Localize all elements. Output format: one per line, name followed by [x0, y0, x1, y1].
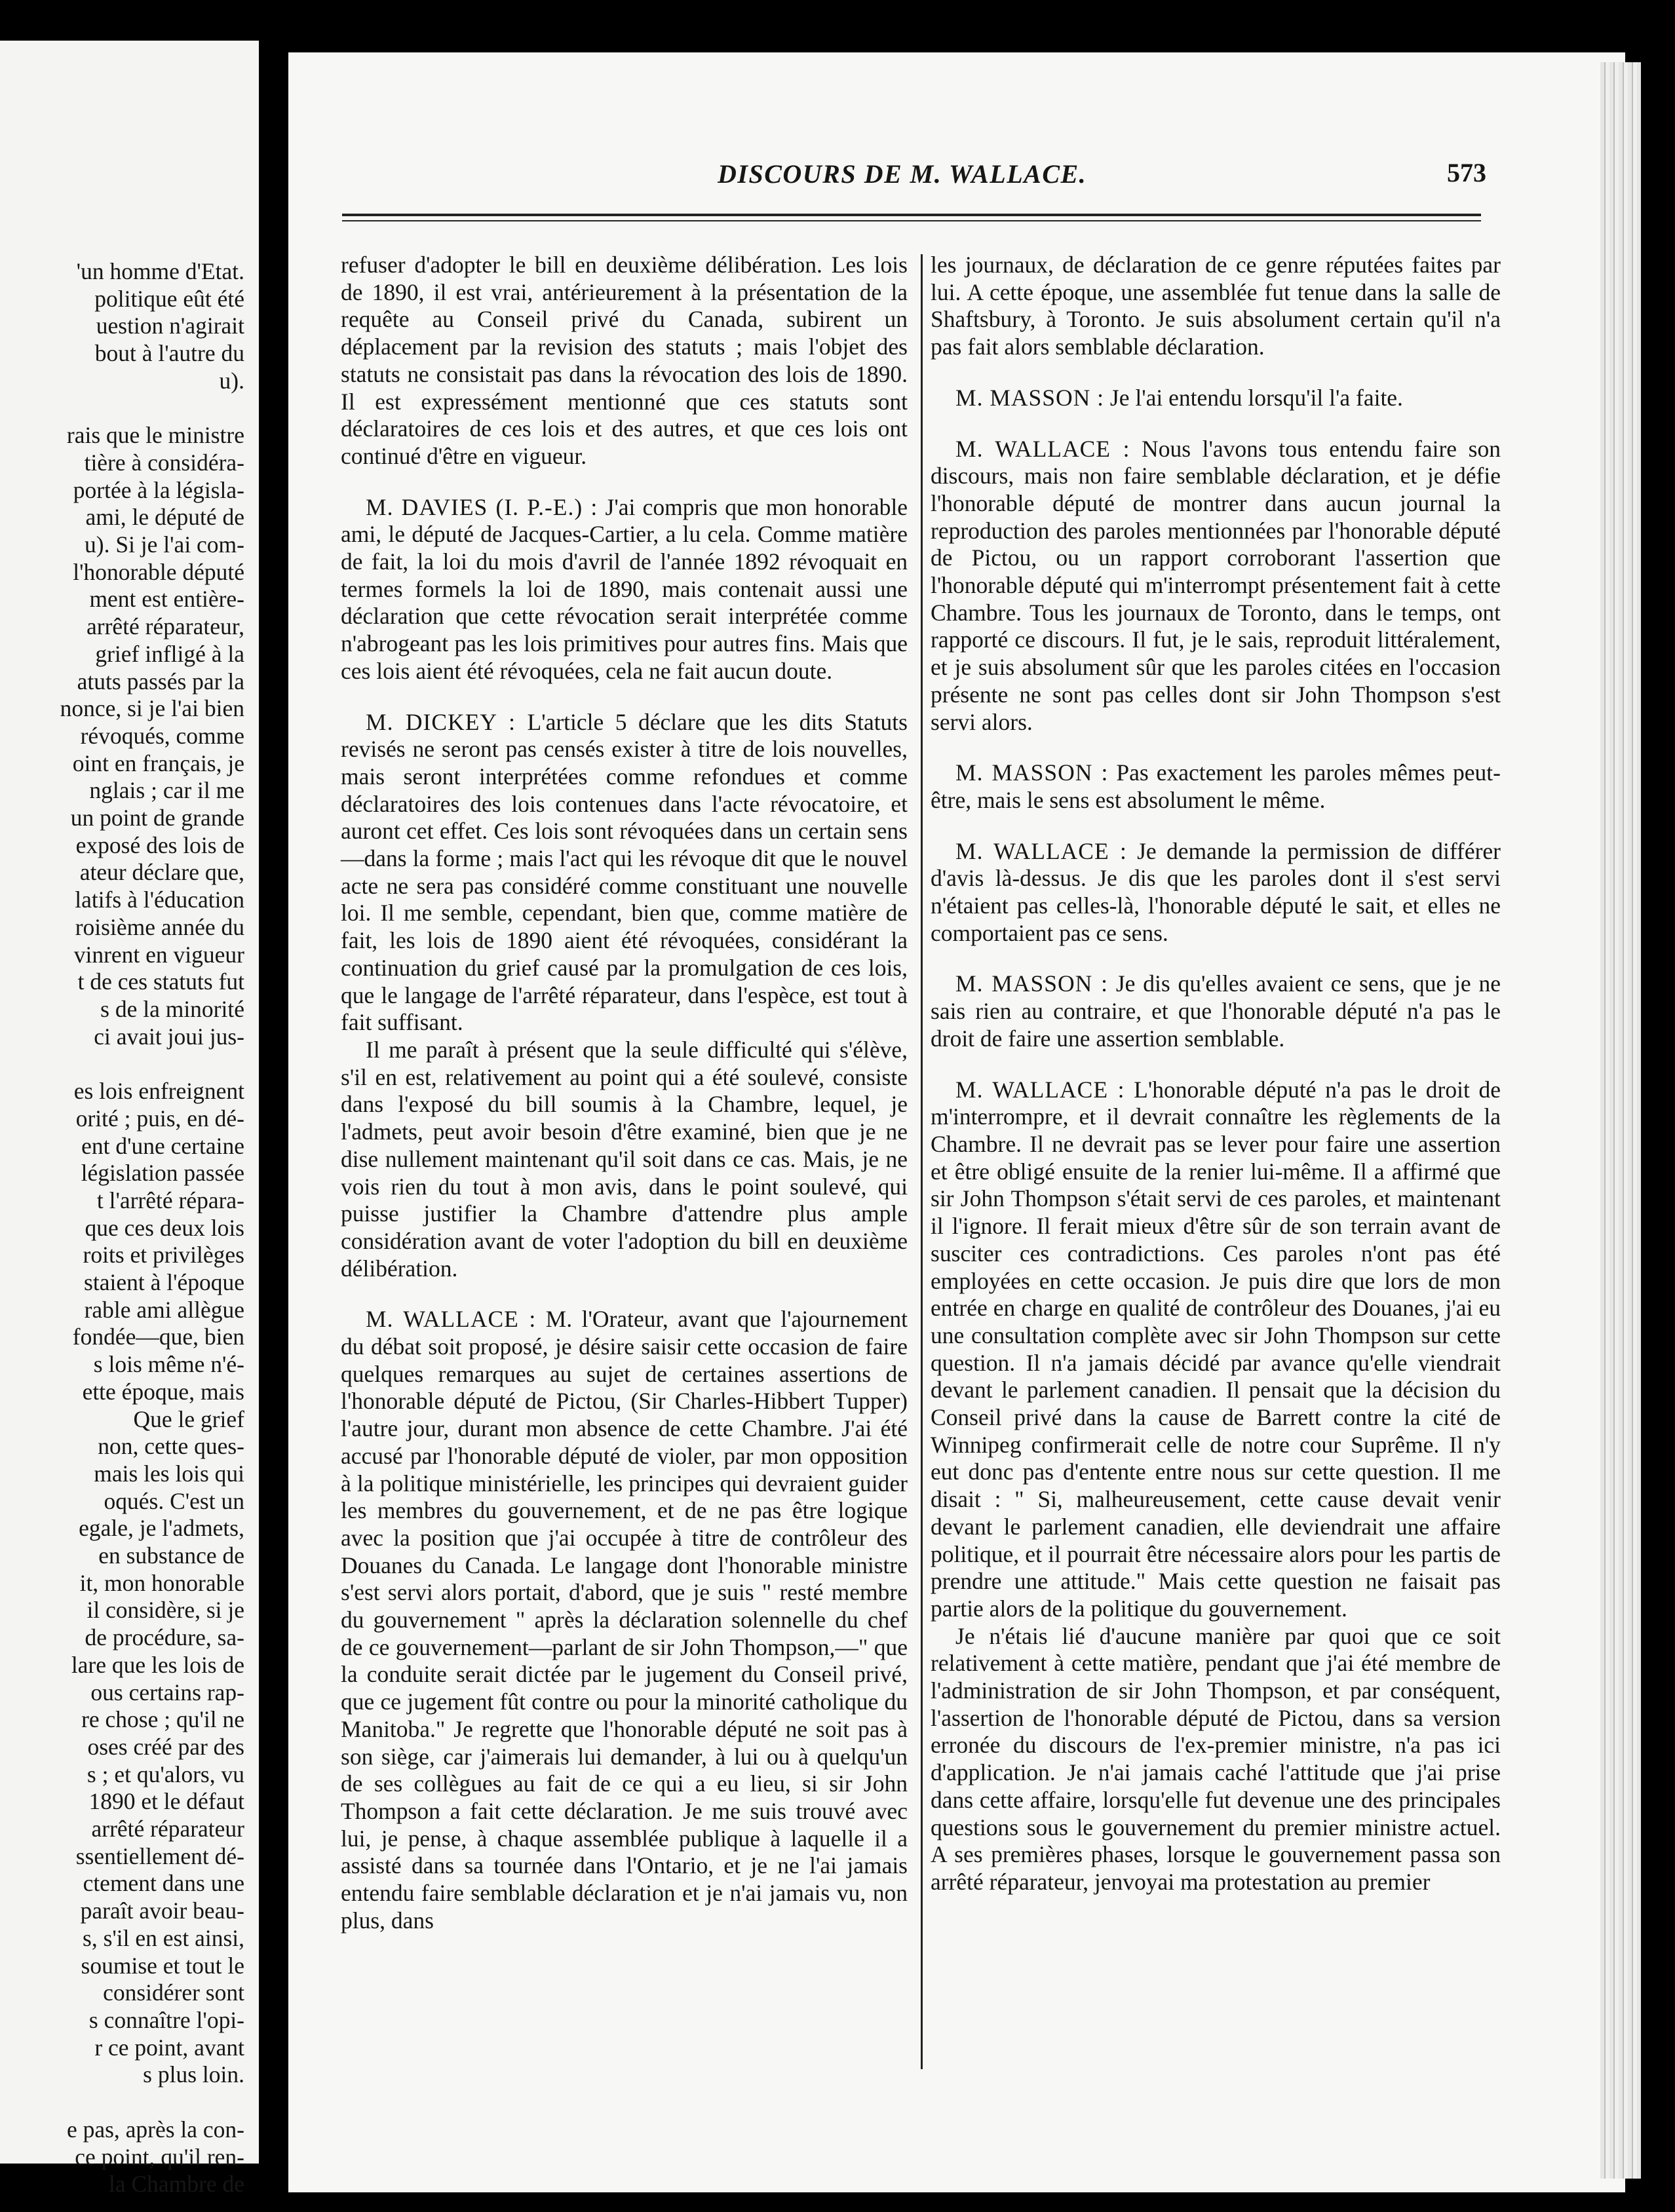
- previous-page-line: la Chambre de: [108, 2171, 244, 2198]
- previous-page-line: arrêté réparateur: [91, 1816, 244, 1842]
- speech-text: L'honorable député n'a pas le droit de m'interrompre, et il devrait connaître les règlements de la Chambre. Il ne devrait pas se lever pour faire une assertion et être obligé ensuite de la renier lui-même. Il a affirmé que sir John Thompson s'était servi de ces paroles, et maintenant il l'ignore. Il ferait mieux d'être sûr de son terrain avant de susciter ces contradictions. Ces paroles n'ont pas été employées en cette occasion. Je puis dire que lors de mon entrée en charge en qualité de contrôleur des Douanes, j'ai eu une consultation complète avec sir John Thompson sur cette question. Il n'a jamais décidé par avance qu'elle viendrait devant le parlement canadien. Il pensait que la décision du Conseil privé dans la cause de Barrett contre la cité de Winnipeg confirmerait celle de notre cour Suprême. Il n'y eut donc pas d'entente entre nous sur cette question. Il me disait : " Si, malheureusement, cette cause devait venir devant le parlement canadien, elle deviendrait une affaire politique, et il pourrait être nécessaire alors pour les partis de prendre une attitude." Mais cette question ne faisait pas partie alors de la politique du gouvernement.: [931, 1076, 1501, 1622]
- speech-text: Pas exactement les paroles mêmes peut-être, mais le sens est absolument le même.: [931, 759, 1501, 813]
- previous-page-line: paraît avoir beau-: [80, 1897, 244, 1924]
- paragraph: refuser d'adopter le bill en deuxième délibération. Les lois de 1890, il est vrai, antérieurement à la présentation de la requête au Conseil privé du Canada, subirent un déplacement par la revision des statuts ; mais l'objet des statuts ne consistait pas dans la révocation des lois de 1890. Il est expressément mentionné que ces statuts sont déclaratoires de ces lois et des autres, et que ces lois ont continué d'être en vigueur.: [341, 252, 908, 469]
- previous-page-line: s lois même n'é-: [93, 1351, 244, 1378]
- previous-page-line: considérer sont: [103, 1979, 244, 2006]
- previous-page-line: révoqués, comme: [80, 722, 244, 749]
- speaker-name: M. WALLACE :: [955, 837, 1127, 864]
- speaker-name: M. MASSON :: [955, 384, 1105, 411]
- previous-page-line: staient à l'époque: [84, 1269, 244, 1296]
- previous-page-line: egale, je l'admets,: [79, 1515, 244, 1542]
- previous-page-line: portée à la législa-: [73, 476, 244, 503]
- speaker-name: M. WALLACE :: [955, 1076, 1125, 1103]
- previous-page-line: en substance de: [98, 1542, 244, 1569]
- previous-page-line: ssentiellement dé-: [75, 1842, 244, 1869]
- previous-page-line: l'honorable député: [73, 558, 244, 585]
- speech-wallace: [931, 1077, 1501, 1623]
- previous-page-line: arrêté réparateur,: [87, 613, 244, 640]
- speech-davies: [341, 494, 908, 685]
- previous-page-line: Que le grief: [133, 1405, 244, 1432]
- page-edge: [1600, 62, 1641, 2179]
- header-rule: [342, 214, 1481, 216]
- previous-page-line: [0, 2089, 244, 2116]
- previous-page-line: ette époque, mais: [82, 1378, 244, 1405]
- speech-masson: [931, 759, 1501, 814]
- speech-wallace: [931, 838, 1501, 947]
- previous-page-line: s de la minorité: [100, 995, 244, 1022]
- previous-page-line: oses créé par des: [87, 1733, 244, 1760]
- speech-masson: [931, 385, 1501, 412]
- previous-page-line: fondée—que, bien: [72, 1324, 244, 1350]
- speech-text: Je demande la permission de différer d'avis là-dessus. Je dis que les paroles dont il s'est servi n'étaient pas celles-là, l'honorable député le sait, et elles ne comportaient pas ce sens.: [931, 837, 1501, 946]
- previous-page-line: uestion n'agirait: [96, 313, 244, 339]
- speech-dickey: [341, 709, 908, 1037]
- header-rule: [342, 220, 1481, 221]
- running-header: DISCOURS DE M. WALLACE.: [718, 159, 1087, 189]
- previous-page-line: rable ami allègue: [84, 1296, 244, 1323]
- previous-page-line: grief infligé à la: [95, 640, 244, 667]
- speaker-name: M. MASSON :: [955, 759, 1109, 786]
- previous-page-fragment: [0, 41, 259, 2198]
- speaker-name: M. WALLACE :: [366, 1306, 537, 1333]
- previous-page-line: ce point, qu'il ren-: [75, 2143, 244, 2170]
- previous-page-line: re chose ; qu'il ne: [81, 1706, 244, 1733]
- speaker-name: M. WALLACE :: [955, 435, 1130, 462]
- previous-page-line: orité ; puis, en dé-: [75, 1105, 244, 1132]
- previous-page-line: non, cette ques-: [98, 1433, 244, 1460]
- previous-page-line: ment est entière-: [89, 586, 244, 613]
- previous-page-line: t l'arrêté répara-: [96, 1187, 244, 1213]
- speaker-name: M. DICKEY :: [366, 708, 516, 735]
- speech-text: J'ai compris que mon honorable ami, le député de Jacques-Cartier, a lu cela. Comme matière de fait, la loi du mois d'avril de l'année 1892 révoquait en termes formels la loi de 1890, mais contenait aussi une déclaration que cette révocation serait interprétée comme n'abrogeant pas les lois primitives pour autres fins. Mais que ces lois aient été révoquées, cela ne fait aucun doute.: [341, 493, 908, 684]
- text-column-right: [931, 252, 1501, 1896]
- previous-page-line: nglais ; car il me: [89, 777, 244, 804]
- previous-page-line: ent d'une certaine: [81, 1132, 244, 1159]
- speech-wallace: [341, 1306, 908, 1934]
- previous-page-line: lare que les lois de: [71, 1651, 244, 1678]
- previous-page-line: r ce point, avant: [94, 2034, 244, 2061]
- previous-page-line: ci avait joui jus-: [94, 1023, 244, 1050]
- previous-page-line: roits et privilèges: [83, 1242, 244, 1268]
- previous-page-line: t de ces statuts fut: [77, 968, 244, 995]
- previous-page-line: s ; et qu'alors, vu: [87, 1761, 244, 1787]
- speech-text: Je l'ai entendu lorsqu'il l'a faite.: [1104, 384, 1403, 411]
- previous-page-line: il considère, si je: [87, 1597, 244, 1624]
- previous-page-line: ctement dans une: [83, 1870, 244, 1897]
- previous-page-line: vinrent en vigueur: [73, 941, 244, 968]
- speech-text: Je dis qu'elles avaient ce sens, que je ne sais rien au contraire, et que l'honorable député n'a pas le droit de faire une assertion semblable.: [931, 970, 1501, 1052]
- previous-page-line: s connaître l'opi-: [88, 2007, 244, 2033]
- speaker-name: M. DAVIES (I. P.-E.) :: [366, 493, 598, 520]
- previous-page-line: oqués. C'est un: [104, 1487, 244, 1514]
- previous-page-line: 1890 et le défaut: [88, 1788, 244, 1815]
- previous-page-line: soumise et tout le: [81, 1952, 244, 1979]
- previous-page-line: de procédure, sa-: [85, 1624, 244, 1651]
- speech-text: M. l'Orateur, avant que l'ajournement du débat soit proposé, je désire saisir cette occasion de faire quelques remarques au sujet de certaines assertions de l'honorable député de Pictou, (Sir Charles-Hibbert Tupper) l'autre jour, durant mon absence de cette Chambre. J'ai été accusé par l'honorable député de violer, par mon opposition à la politique ministérielle, les principes qui devraient guider les membres du gouvernement, et de ne pas être logique avec la position que j'ai occupée à titre de contrôleur des Douanes du Canada. Le langage dont l'honorable ministre s'est servi alors portait, d'abord, que je suis " resté membre du gouvernement " après la déclaration solennelle du chef de ce gouvernement—parlant de sir John Thompson,—" que la conduite serait dictée par le jugement du Conseil privé, que ce jugement fût contre ou pour la minorité catholique du Manitoba." Je regrette que l'honorable député ne soit pas à son siège, car j'aimerais lui demander, à lui ou à quelqu'un de ses collègues au fait de ce qui a eu lieu, si sir John Thompson a fait cette déclaration. Je me suis trouvé avec lui, je pense, à chaque assemblée publique à laquelle il a assisté dans sa tournée dans l'Ontario, et je ne l'ai jamais entendu faire semblable déclaration et je n'ai jamais vu, non plus, dans: [341, 1306, 908, 1934]
- previous-page-line: ami, le député de: [85, 504, 244, 531]
- previous-page-line: s plus loin.: [143, 2061, 244, 2088]
- previous-page-line: que ces deux lois: [85, 1214, 244, 1241]
- previous-page-line: nonce, si je l'ai bien: [60, 695, 244, 722]
- previous-page-line: s, s'il en est ainsi,: [83, 1924, 244, 1951]
- paragraph: les journaux, de déclaration de ce genre réputées faites par lui. A cette époque, une assemblée fut tenue dans la salle de Shaftsbury, à Toronto. Je suis absolument certain qu'il n'a pas fait alors semblable déclaration.: [931, 252, 1501, 360]
- previous-page-line: législation passée: [81, 1160, 244, 1187]
- previous-page-line: mais les lois qui: [94, 1460, 244, 1487]
- previous-page-line: oint en français, je: [72, 750, 244, 776]
- previous-page-line: [0, 1050, 244, 1078]
- column-divider: [921, 254, 923, 2069]
- previous-page-text: [0, 258, 244, 2198]
- speaker-name: M. MASSON :: [955, 970, 1108, 997]
- text-column-left: [341, 252, 908, 1958]
- paragraph: Il me paraît à présent que la seule difficulté qui s'élève, s'il en est, relativement au point qui a été soulevé, consiste dans l'exposé du bill soumis à la Chambre, lequel, je l'admets, peut avoir besoin d'être examiné, bien que je ne dise nullement maintenant qu'il soit dans ce cas. Mais, je ne vois rien du tout à mon avis, dans le point soulevé, qui puisse justifier la Chambre d'attendre plus ample considération avant de voter l'adoption du bill en deuxième délibération.: [341, 1036, 908, 1282]
- previous-page-line: es lois enfreignent: [73, 1078, 244, 1105]
- speech-text: L'article 5 déclare que les dits Statuts revisés ne seront pas censés exister à titre de lois nouvelles, mais seront interprétées comme refondues et comme déclaratoires des lois contenues dans l'acte révocatoire, et auront cet effet. Ces lois sont révoquées dans un certain sens—dans la forme ; mais l'act qui les révoque dit que le nouvel acte ne sera pas considéré comme constituant une nouvelle loi. Il me semble, cependant, bien que, comme matière de fait, les lois de 1890 aient été révoquées, considérant la continuation du grief causé par la promulgation de ces lois, que le langage de l'arrêté réparateur, dans l'espèce, est tout à fait suffisant.: [341, 708, 908, 1036]
- paragraph: Je n'étais lié d'aucune manière par quoi que ce soit relativement à cette matière, pendant que j'ai été membre de l'administration de sir John Thompson, et par conséquent, l'assertion de l'honorable député de Pictou, dans sa version erronée du discours de l'ex-premier ministre, n'a pas ici d'application. Je n'ai jamais caché l'attitude que j'ai prise dans cette affaire, lorsqu'elle fut devenue une des principales questions sous le gouvernement du premier ministre actuel. A ses premières phases, lorsque le gouvernement passa son arrêté réparateur, jenvoyai ma protestation au premier: [931, 1622, 1501, 1895]
- previous-page-line: it, mon honorable: [79, 1569, 244, 1596]
- previous-page-line: exposé des lois de: [75, 831, 244, 858]
- speech-wallace: [931, 436, 1501, 736]
- previous-page-line: roisième année du: [75, 913, 244, 940]
- previous-page-line: bout à l'autre du: [94, 340, 244, 367]
- previous-page-line: politique eût été: [94, 285, 244, 312]
- previous-page-line: e pas, après la con-: [66, 2116, 244, 2143]
- previous-page-line: ateur déclare que,: [79, 859, 244, 886]
- previous-page-line: tière à considéra-: [84, 449, 244, 476]
- previous-page-line: [0, 395, 244, 423]
- previous-page-line: un point de grande: [70, 805, 244, 831]
- previous-page-line: atuts passés par la: [77, 668, 244, 695]
- previous-page-line: ous certains rap-: [90, 1679, 244, 1706]
- speech-masson: [931, 970, 1501, 1052]
- previous-page-line: latifs à l'éducation: [75, 887, 244, 913]
- previous-page-line: rais que le ministre: [66, 422, 244, 449]
- previous-page-line: u). Si je l'ai com-: [85, 531, 244, 558]
- speech-text: Nous l'avons tous entendu faire son discours, mais non faire semblable déclaration, et je défie l'honorable député de montrer dans aucun journal la reproduction des paroles mentionnées par l'honorable député de Pictou, ou un rapport corroborant l'assertion que l'honorable député qui m'interrompt présentement fait à cette Chambre. Tous les journaux de Toronto, dans le temps, ont rapporté ce discours. Il fut, je le sais, reproduit littéralement, et je suis absolument sûr que les paroles citées en l'occasion présente ne sont pas celles dont sir John Thompson s'est servi alors.: [931, 435, 1501, 735]
- previous-page-line: 'un homme d'Etat.: [76, 258, 244, 284]
- previous-page-line: u).: [219, 367, 244, 394]
- page-number: 573: [1447, 158, 1486, 187]
